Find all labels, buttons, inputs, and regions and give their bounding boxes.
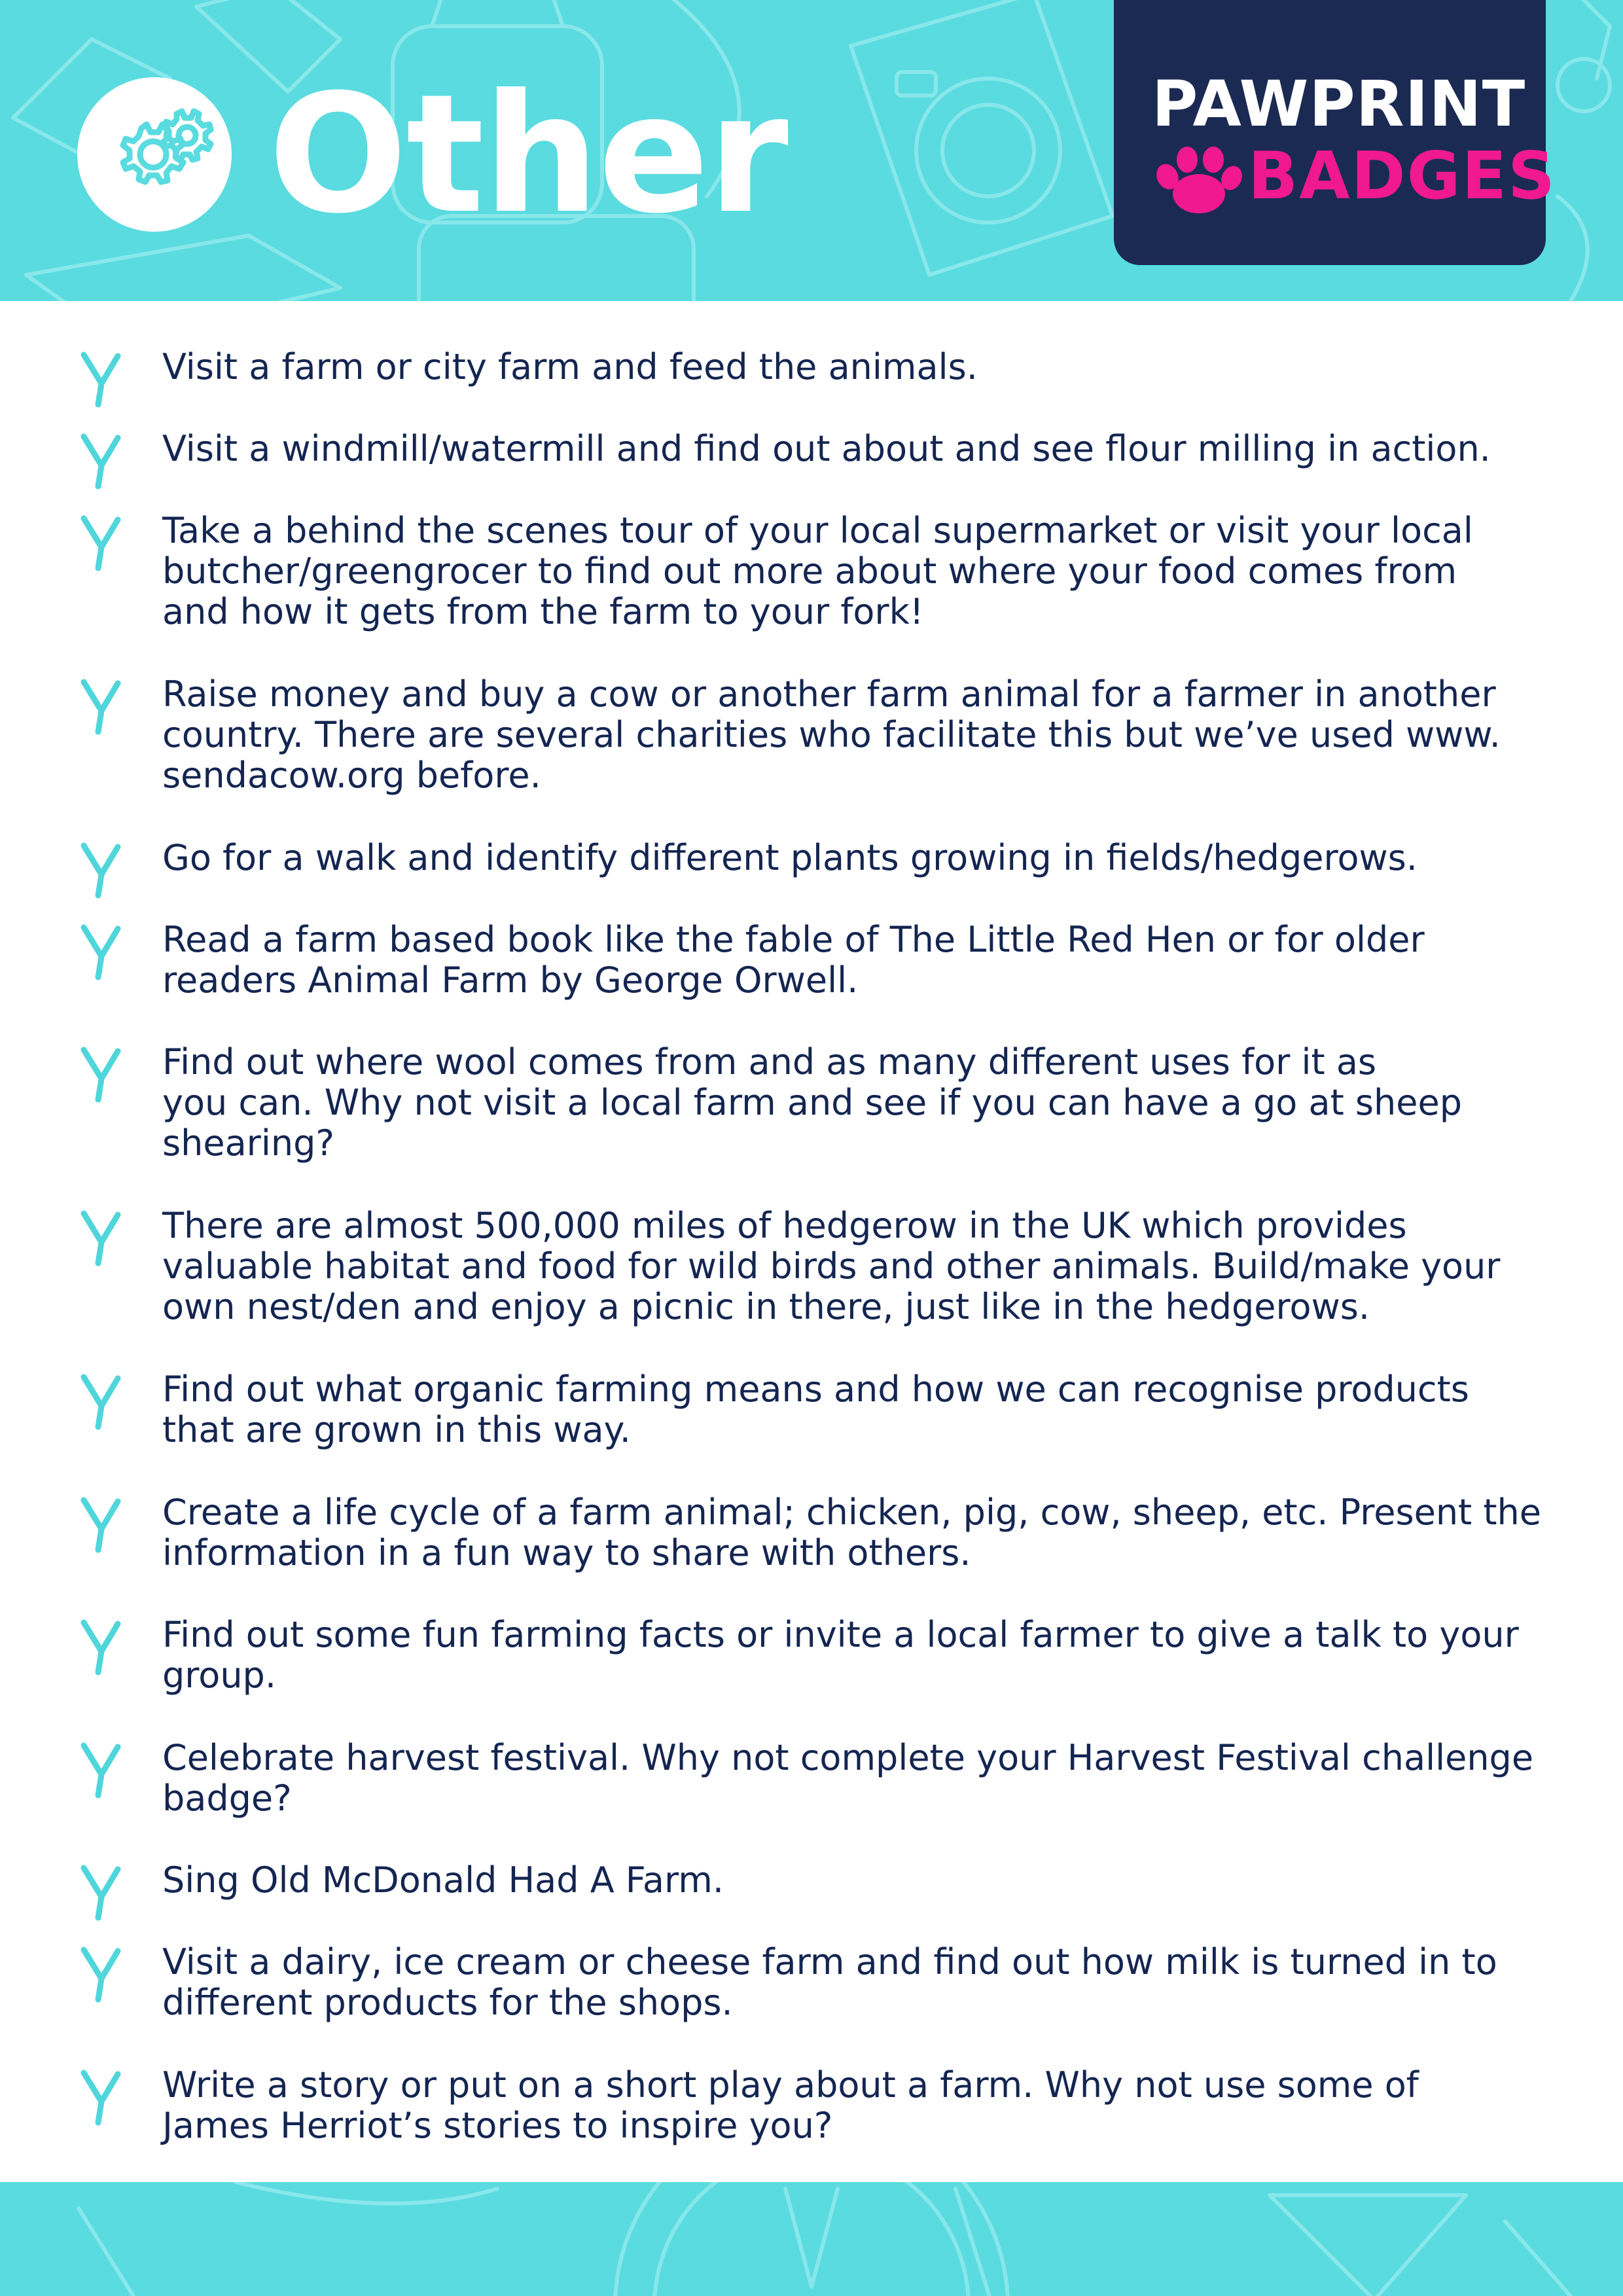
arrow-down-bullet-icon	[80, 1210, 123, 1267]
footer-banner	[0, 2182, 1623, 2296]
arrow-down-bullet-icon	[80, 1373, 123, 1431]
list-item-text: Visit a dairy, ice cream or cheese farm and find out how milk is turned in to different products for the shops.	[162, 1941, 1497, 2023]
list-item-text: Take a behind the scenes tour of your local supermarket or visit your local butcher/greengrocer to find out more about where your food comes from and how it gets from the farm to your fork!	[162, 510, 1473, 632]
list-item-text: Raise money and buy a cow or another farm animal for a farmer in another country. There are several charities who facilitate this but we’ve used www. sendacow.org before.	[162, 673, 1501, 796]
arrow-down-bullet-icon	[80, 2069, 123, 2126]
list-item-text: Celebrate harvest festival. Why not complete your Harvest Festival challenge badge?	[162, 1737, 1534, 1819]
list-item-text: Find out what organic farming means and how we can recognise products that are grown in this way.	[162, 1369, 1469, 1450]
logo-wordmark-bottom: BADGES	[1248, 137, 1557, 214]
list-item-text: Write a story or put on a short play about a farm. Why not use some of James Herriot’s stories to inspire you?	[162, 2064, 1419, 2146]
arrow-down-bullet-icon	[80, 1496, 123, 1554]
list-item-text: Visit a farm or city farm and feed the animals.	[162, 346, 978, 387]
arrow-down-bullet-icon	[80, 924, 123, 981]
arrow-down-bullet-icon	[80, 1619, 123, 1676]
list-item-text: There are almost 500,000 miles of hedgerow in the UK which provides valuable habitat and food for wild birds and other animals. Build/make your own nest/den and enjoy a picnic in there, just like in the hedgerows.	[162, 1205, 1501, 1327]
arrow-down-bullet-icon	[80, 433, 123, 490]
list-item-text: Visit a windmill/watermill and find out about and see flour milling in action.	[162, 428, 1491, 469]
gears-icon-badge	[77, 77, 232, 232]
pawprint-badges-logo	[1114, 0, 1557, 265]
list-item-text: Sing Old McDonald Had A Farm.	[162, 1859, 724, 1901]
travel-doodles-background	[0, 2182, 1623, 2296]
arrow-down-bullet-icon	[80, 514, 123, 572]
list-item-text: Find out where wool comes from and as many different uses for it as you can. Why not visit a local farm and see if you can have a go at sheep shearing?	[162, 1041, 1463, 1164]
arrow-down-bullet-icon	[80, 1046, 123, 1103]
list-item-text: Create a life cycle of a farm animal; chicken, pig, cow, sheep, etc. Present the information in a fun way to share with others.	[162, 1492, 1542, 1573]
arrow-down-bullet-icon	[80, 1864, 123, 1922]
page-title: Other	[268, 59, 787, 249]
arrow-down-bullet-icon	[80, 678, 123, 736]
logo-wordmark-top: PAWPRINT	[1152, 67, 1526, 141]
list-item-text: Read a farm based book like the fable of The Little Red Hen or for older readers Animal Farm by George Orwell.	[162, 919, 1425, 1001]
arrow-down-bullet-icon	[80, 1946, 123, 2003]
arrow-down-bullet-icon	[80, 842, 123, 899]
list-item-text: Find out some fun farming facts or invite a local farmer to give a talk to your group.	[162, 1614, 1519, 1696]
paw-icon	[1150, 145, 1242, 217]
header-banner	[0, 0, 1623, 301]
arrow-down-bullet-icon	[80, 351, 123, 408]
activity-list	[0, 301, 1623, 2182]
arrow-down-bullet-icon	[80, 1742, 123, 1799]
gears-icon	[77, 77, 232, 232]
list-item-text: Go for a walk and identify different plants growing in fields/hedgerows.	[162, 837, 1418, 878]
